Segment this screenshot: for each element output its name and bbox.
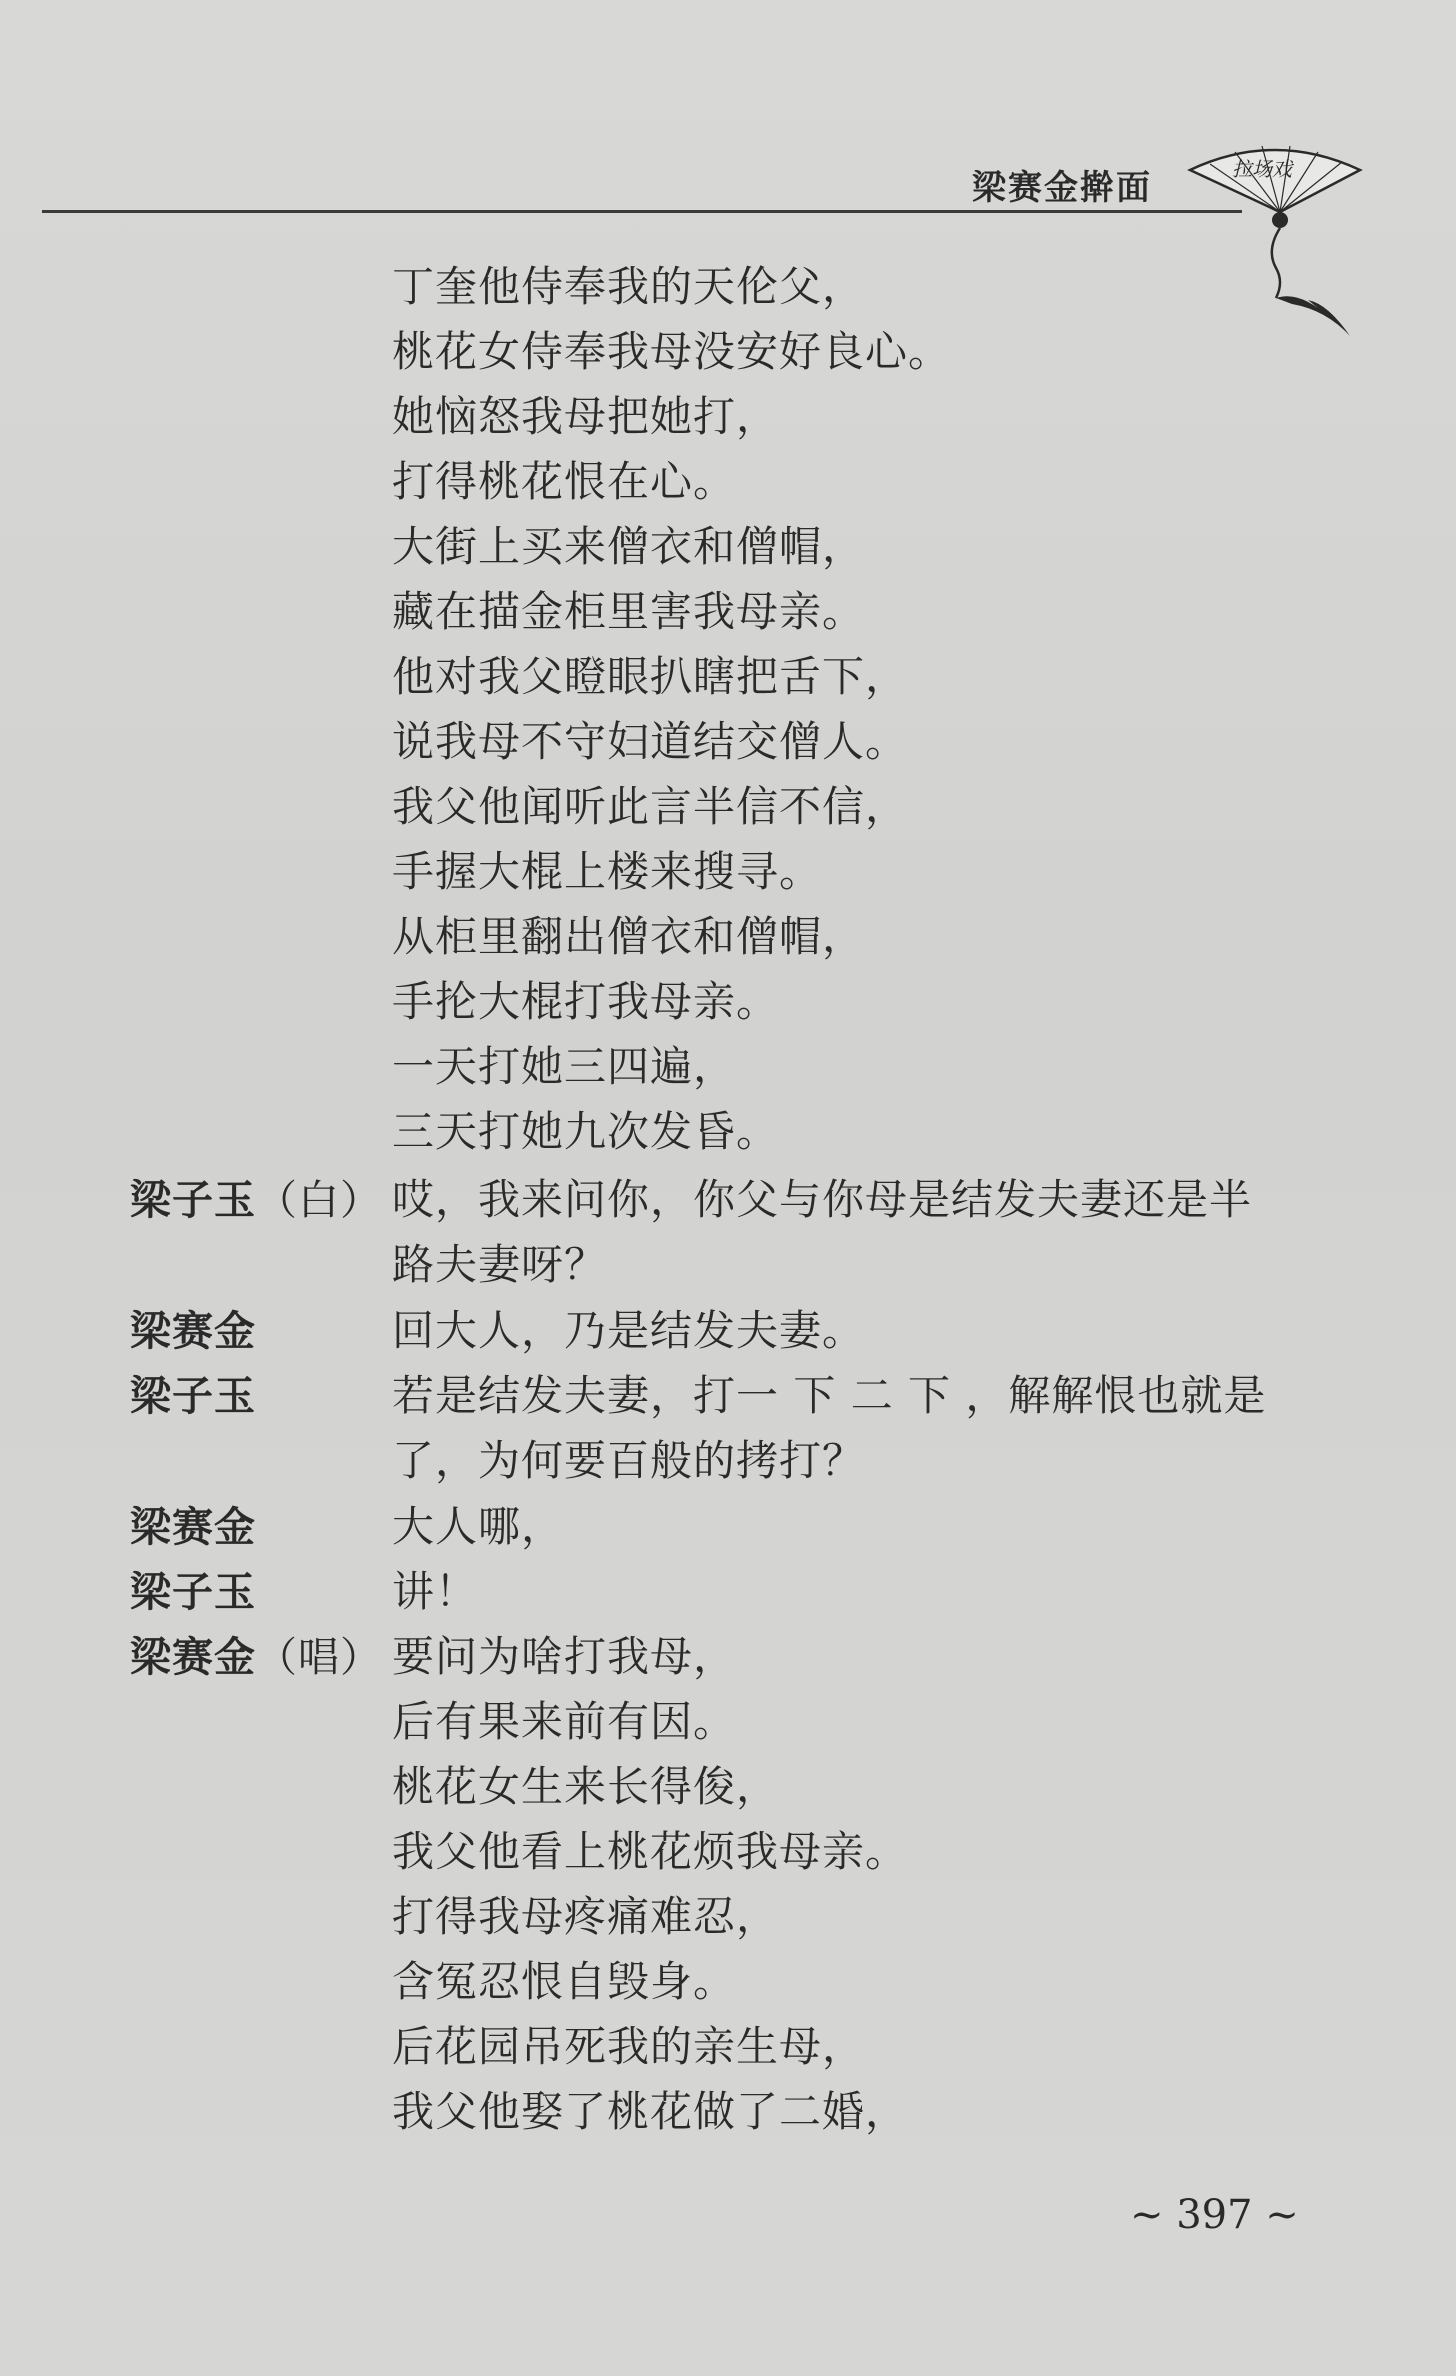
speaker-name: 梁赛金 bbox=[130, 1503, 256, 1551]
verse-line: 三天打她九次发昏。 bbox=[392, 1107, 780, 1156]
dialogue-line: 要问为啥打我母， bbox=[392, 1632, 737, 1681]
speaker-name: 梁子玉 bbox=[130, 1372, 256, 1420]
speaker-name: 梁子玉 bbox=[130, 1176, 256, 1224]
verse-line: 藏在描金柜里害我母亲。 bbox=[392, 587, 866, 636]
dialogue-line: 哎，我来问你，你父与你母是结发夫妻还是半 bbox=[392, 1175, 1253, 1224]
verse-line: 我父他看上桃花烦我母亲。 bbox=[392, 1827, 909, 1876]
dialogue-line: 讲！ bbox=[392, 1567, 479, 1616]
verse-line: 她恼怒我母把她打， bbox=[392, 392, 780, 441]
speaker-mode: （唱） bbox=[256, 1633, 382, 1681]
dialogue-line: 了，为何要百般的拷打？ bbox=[392, 1436, 866, 1485]
fan-label: 拉场戏 bbox=[1232, 157, 1292, 181]
verse-line: 大街上买来僧衣和僧帽， bbox=[392, 522, 866, 571]
speaker-label bbox=[130, 1568, 256, 1616]
verse-line: 手握大棍上楼来搜寻。 bbox=[392, 847, 823, 896]
running-header-title: 梁赛金擀面 bbox=[972, 168, 1152, 208]
verse-line: 桃花女生来长得俊， bbox=[392, 1762, 780, 1811]
page-number: ~ 397 ~ bbox=[1130, 2192, 1299, 2238]
dialogue-line: 回大人，乃是结发夫妻。 bbox=[392, 1306, 866, 1355]
speaker-label bbox=[130, 1307, 256, 1355]
verse-line: 桃花女侍奉我母没安好良心。 bbox=[392, 327, 952, 376]
verse-line: 他对我父瞪眼扒瞎把舌下， bbox=[392, 652, 909, 701]
verse-line: 后有果来前有因。 bbox=[392, 1697, 737, 1746]
speaker-mode: （白） bbox=[256, 1176, 382, 1224]
verse-line: 手抡大棍打我母亲。 bbox=[392, 977, 780, 1026]
dialogue-line: 路夫妻呀？ bbox=[392, 1240, 608, 1289]
speaker-label bbox=[130, 1176, 382, 1224]
verse-line: 说我母不守妇道结交僧人。 bbox=[392, 717, 909, 766]
dialogue-line: 若是结发夫妻，打一 下 二 下 ，解解恨也就是 bbox=[392, 1371, 1267, 1420]
verse-line: 一天打她三四遍， bbox=[392, 1042, 737, 1091]
speaker-name: 梁赛金 bbox=[130, 1633, 256, 1681]
speaker-name: 梁赛金 bbox=[130, 1307, 256, 1355]
verse-line: 我父他娶了桃花做了二婚， bbox=[392, 2087, 909, 2136]
header-rule bbox=[42, 210, 1242, 213]
verse-line: 后花园吊死我的亲生母， bbox=[392, 2022, 866, 2071]
verse-line: 打得桃花恨在心。 bbox=[392, 457, 737, 506]
speaker-label bbox=[130, 1372, 256, 1420]
verse-line: 打得我母疼痛难忍， bbox=[392, 1892, 780, 1941]
verse-line: 我父他闻听此言半信不信， bbox=[392, 782, 909, 831]
dialogue-line: 大人哪， bbox=[392, 1502, 565, 1551]
speaker-label bbox=[130, 1503, 256, 1551]
verse-line: 含冤忍恨自毁身。 bbox=[392, 1957, 737, 2006]
speaker-label bbox=[130, 1633, 382, 1681]
speaker-name: 梁子玉 bbox=[130, 1568, 256, 1616]
verse-line: 从柜里翻出僧衣和僧帽， bbox=[392, 912, 866, 961]
verse-line: 丁奎他侍奉我的天伦父， bbox=[392, 262, 866, 311]
fan-ornament-icon bbox=[1180, 140, 1370, 340]
